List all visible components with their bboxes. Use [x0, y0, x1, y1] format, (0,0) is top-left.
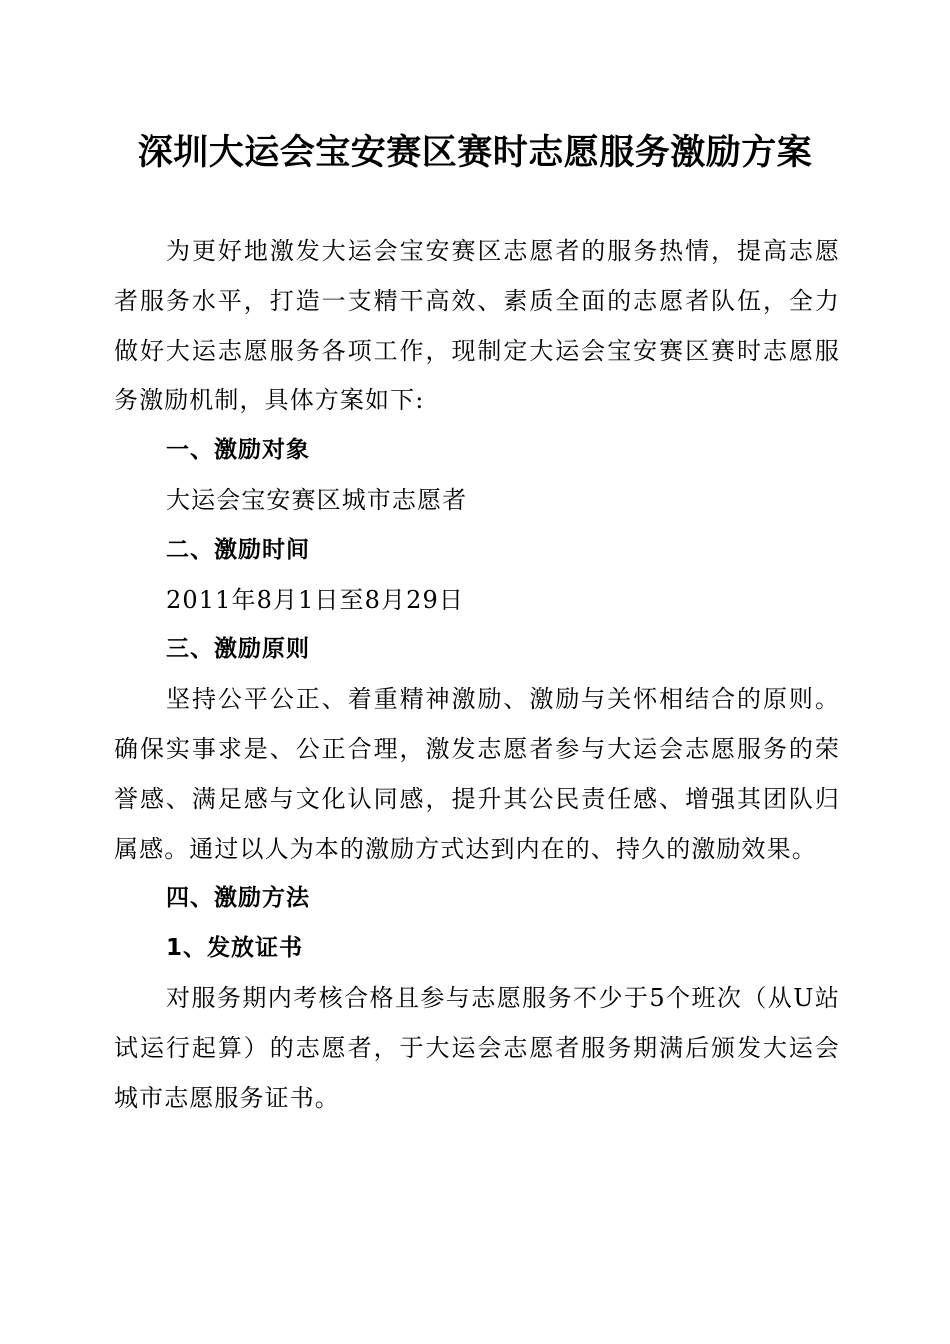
subsection-heading-certificate: 1、发放证书: [166, 935, 304, 962]
document-body: [114, 227, 840, 1123]
subsection-text-certificate: 对服务期内考核合格且参与志愿服务不少于5个班次（从U站试运行起算）的志愿者，于大运会志愿者服务期满后颁发大运会城市志愿服务证书。: [114, 983, 840, 1112]
section-text-target: 大运会宝安赛区城市志愿者: [166, 485, 468, 514]
intro-paragraph: 为更好地激发大运会宝安赛区志愿者的服务热情，提高志愿者服务水平，打造一支精干高效、素质全面的志愿者队伍，全力做好大运志愿服务各项工作，现制定大运会宝安赛区赛时志愿服务激励机制，具体方案如下:: [114, 237, 840, 415]
section-heading-method: 四、激励方法: [166, 885, 310, 912]
document-title: 深圳大运会宝安赛区赛时志愿服务激励方案: [137, 133, 813, 173]
section-text-principle: 坚持公平公正、着重精神激励、激励与关怀相结合的原则。确保实事求是、公正合理，激发志愿者参与大运会志愿服务的荣誉感、满足感与文化认同感，提升其公民责任感、增强其团队归属感。通过以人为本的激励方式达到内在的、持久的激励效果。: [114, 685, 840, 863]
section-text-time: 2011年8月1日至8月29日: [166, 585, 464, 614]
section-heading-time: 二、激励时间: [166, 536, 310, 563]
section-heading-target: 一、激励对象: [166, 437, 310, 464]
section-heading-principle: 三、激励原则: [166, 636, 310, 663]
